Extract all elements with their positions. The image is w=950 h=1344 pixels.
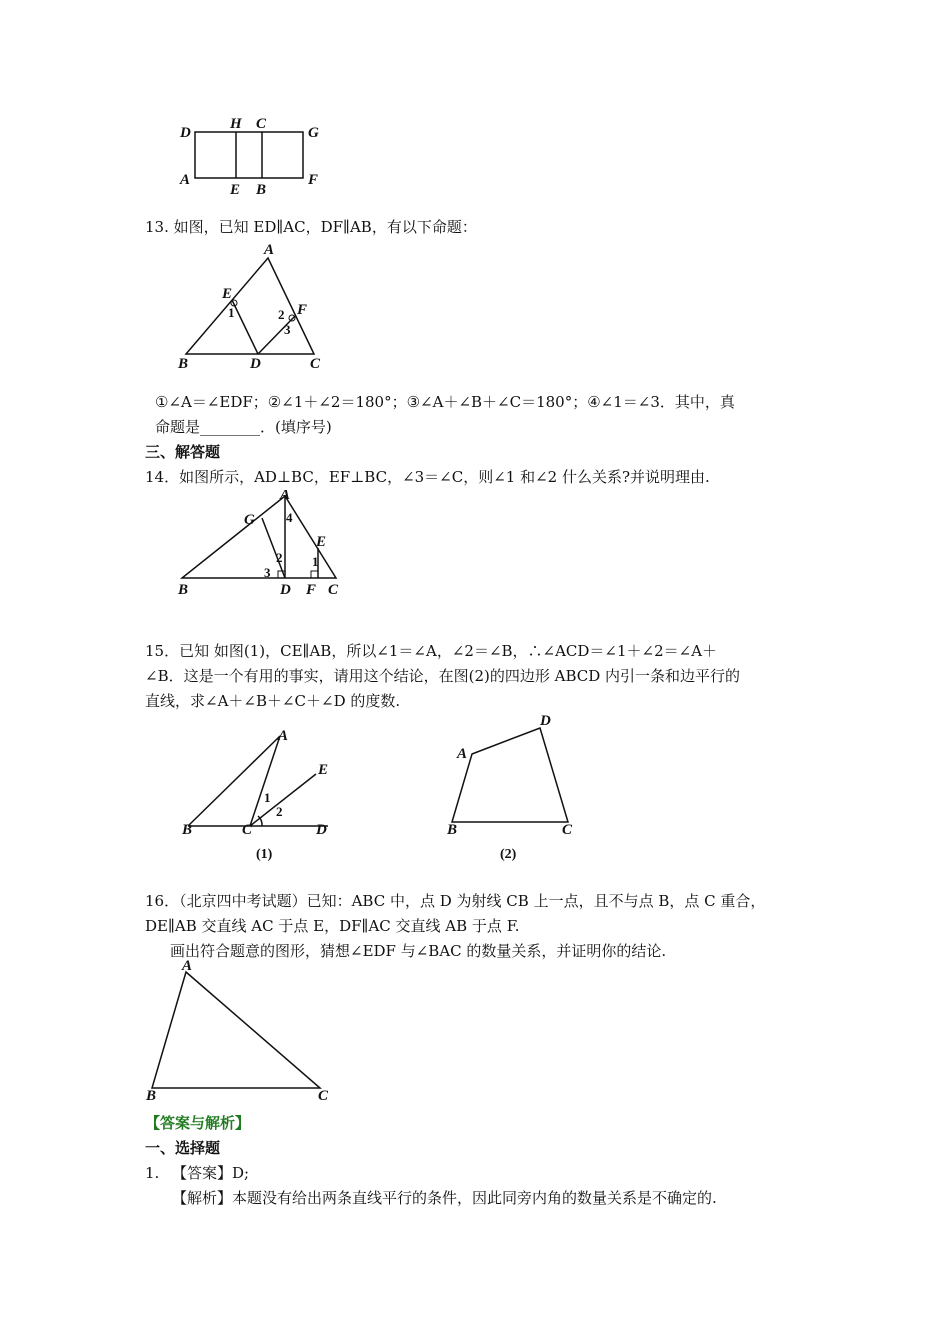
label-A: A bbox=[457, 746, 468, 762]
q16-figure bbox=[140, 958, 340, 1106]
q15-figure-1 bbox=[170, 722, 350, 864]
figure-caption-2: (2) bbox=[500, 847, 517, 862]
label-D: D bbox=[250, 356, 261, 372]
answer-1-number: 1. bbox=[145, 1164, 160, 1182]
label-A: A bbox=[182, 958, 193, 974]
q15-line2: ∠B．这是一个有用的事实，请用这个结论，在图(2)的四边形 ABCD 内引一条和边平行的 bbox=[145, 667, 741, 685]
answer-1-answer: 【答案】D; bbox=[172, 1164, 250, 1182]
label-D: D bbox=[540, 713, 551, 729]
q16-line1: 16．（北京四中考试题）已知：ABC 中，点 D 为射线 CB 上一点，且不与点 B，点 C 重合， bbox=[145, 892, 766, 910]
answers-section-1: 一、选择题 bbox=[145, 1139, 221, 1157]
label-E: E bbox=[230, 182, 241, 198]
answers-title: 【答案与解析】 bbox=[145, 1114, 251, 1132]
label-D: D bbox=[280, 582, 291, 598]
label-F: F bbox=[308, 172, 319, 188]
q13-options-line1: ①∠A＝∠EDF；②∠1＋∠2＝180°；③∠A＋∠B＋∠C＝180°；④∠1＝∠3．其中，真 bbox=[155, 393, 735, 411]
label-F: F bbox=[297, 302, 308, 318]
angle-2: 2 bbox=[278, 307, 285, 322]
q14-figure bbox=[170, 490, 360, 598]
q16-line2: DE∥AB 交直线 AC 于点 E，DF∥AC 交直线 AB 于点 F. bbox=[145, 917, 520, 935]
angle-3: 3 bbox=[264, 565, 271, 580]
q13-options-line2: 命题是________．(填序号) bbox=[155, 418, 332, 436]
angle-2: 2 bbox=[276, 550, 283, 565]
label-E: E bbox=[316, 534, 327, 550]
q13-triangle-figure bbox=[170, 242, 340, 372]
q16-line3: 画出符合题意的图形，猜想∠EDF 与∠BAC 的数量关系，并证明你的结论. bbox=[170, 942, 667, 960]
angle-1: 1 bbox=[312, 554, 319, 569]
label-B: B bbox=[256, 182, 267, 198]
label-B: B bbox=[182, 822, 193, 838]
label-C: C bbox=[256, 116, 267, 132]
angle-2: 2 bbox=[276, 804, 283, 819]
figure-caption-1: (1) bbox=[256, 847, 273, 862]
label-A: A bbox=[280, 490, 291, 503]
answer-1-analysis: 【解析】本题没有给出两条直线平行的条件，因此同旁内角的数量关系是不确定的. bbox=[172, 1189, 717, 1207]
label-A: A bbox=[278, 728, 289, 744]
angle-1: 1 bbox=[228, 305, 235, 320]
label-B: B bbox=[447, 822, 458, 838]
q15-line1: 15．已知 如图(1)，CE∥AB，所以∠1＝∠A，∠2＝∠B，∴∠ACD＝∠1＋∠2＝∠A＋ bbox=[145, 642, 718, 660]
label-B: B bbox=[146, 1088, 157, 1104]
label-C: C bbox=[328, 582, 339, 598]
label-G: G bbox=[244, 512, 255, 528]
q15-figure-2 bbox=[440, 710, 600, 864]
label-A: A bbox=[180, 172, 191, 188]
label-E: E bbox=[222, 286, 233, 302]
label-B: B bbox=[178, 582, 189, 598]
angle-3: 3 bbox=[284, 322, 291, 337]
label-H: H bbox=[230, 116, 242, 132]
label-C: C bbox=[310, 356, 321, 372]
label-C: C bbox=[318, 1088, 329, 1104]
label-G: G bbox=[308, 125, 319, 141]
q13-stem: 13. 如图，已知 ED∥AC，DF∥AB，有以下命题： bbox=[145, 218, 477, 236]
section-heading-3: 三、解答题 bbox=[145, 443, 221, 461]
label-A: A bbox=[264, 242, 275, 258]
q15-line3: 直线，求∠A＋∠B＋∠C＋∠D 的度数. bbox=[145, 692, 401, 710]
angle-1: 1 bbox=[264, 790, 271, 805]
label-C: C bbox=[242, 822, 253, 838]
label-D: D bbox=[316, 822, 327, 838]
label-B: B bbox=[178, 356, 189, 372]
label-D: D bbox=[180, 125, 191, 141]
label-E: E bbox=[318, 762, 329, 778]
angle-4: 4 bbox=[286, 510, 293, 525]
rectangle-figure bbox=[170, 110, 340, 200]
label-C: C bbox=[562, 822, 573, 838]
label-F: F bbox=[306, 582, 317, 598]
q14-stem: 14．如图所示，AD⊥BC，EF⊥BC，∠3＝∠C，则∠1 和∠2 什么关系?并说明理由. bbox=[145, 468, 710, 486]
